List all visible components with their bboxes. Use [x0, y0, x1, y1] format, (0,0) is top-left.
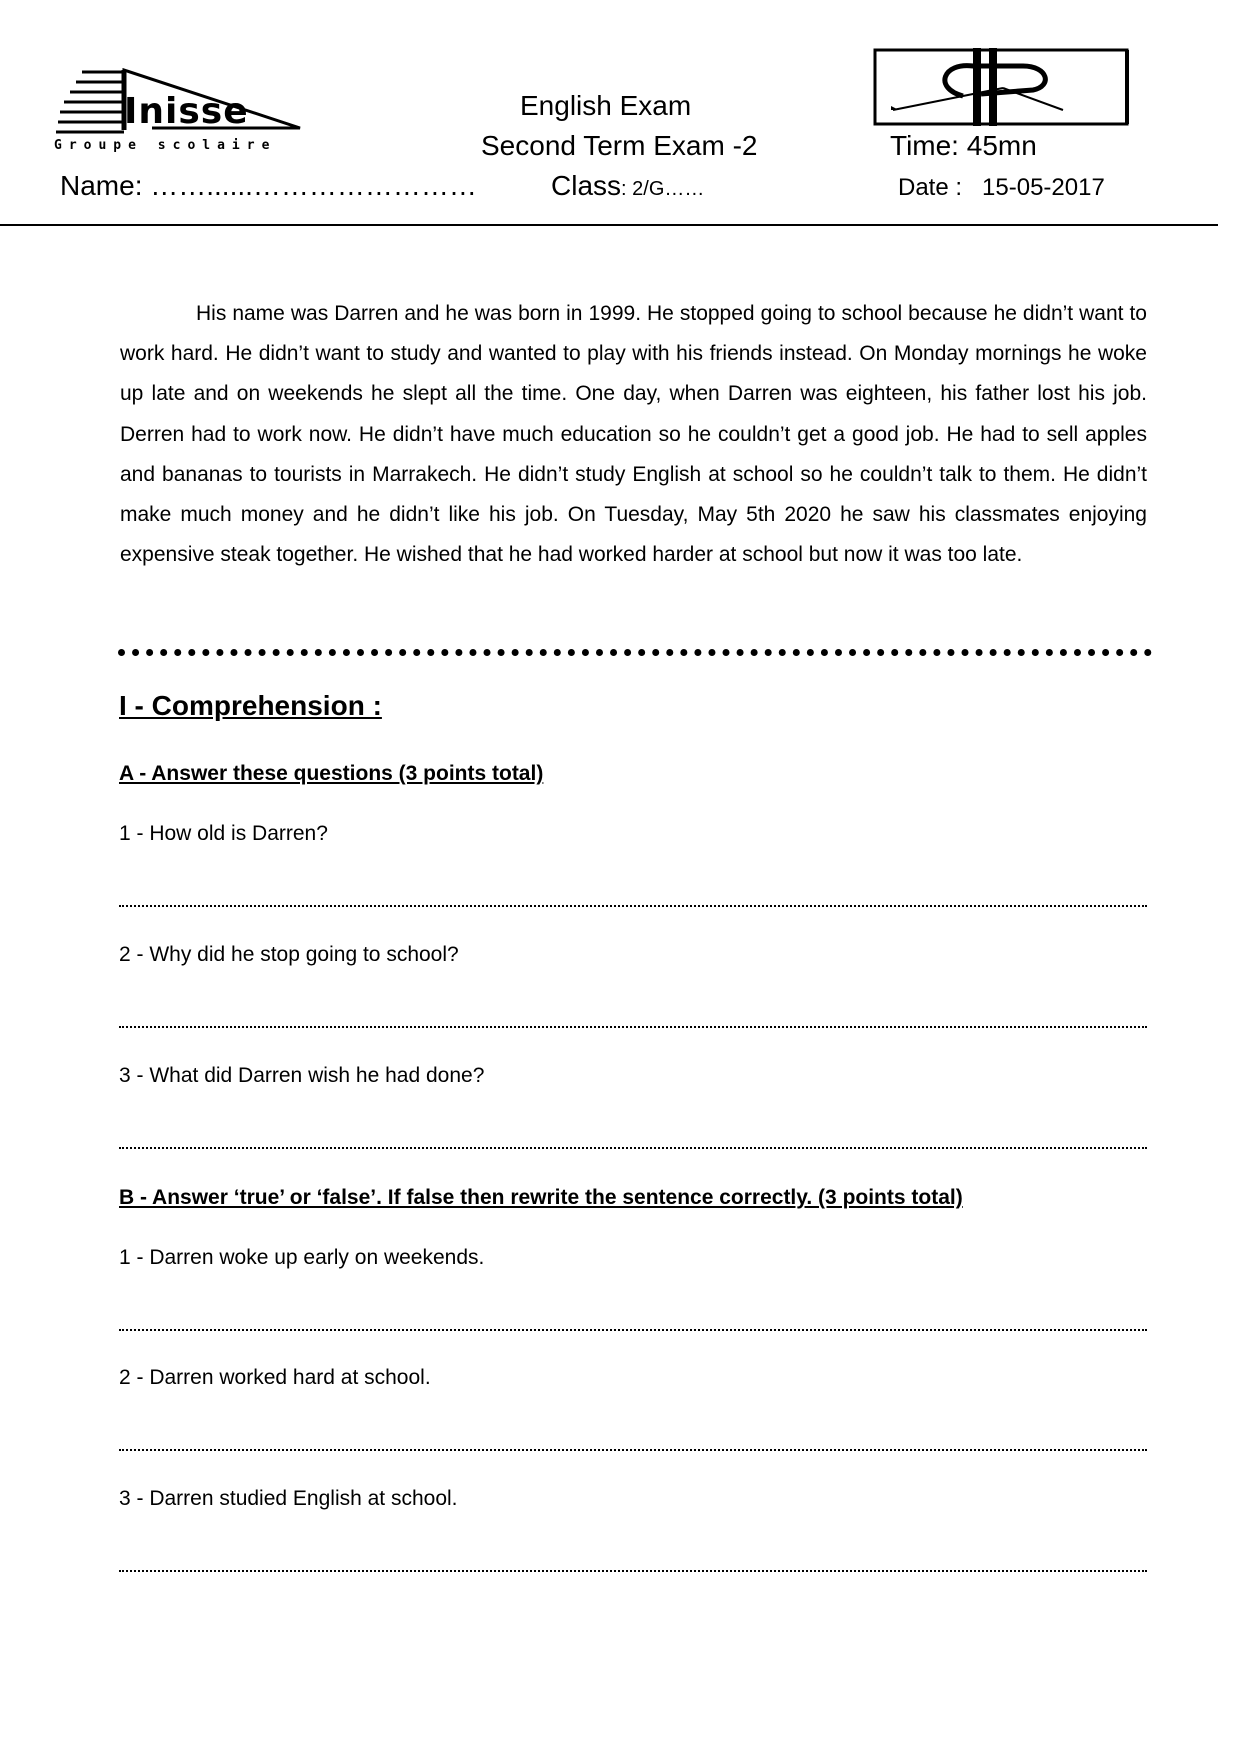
- part-a-question-3: 3 - What did Darren wish he had done?: [119, 1064, 485, 1087]
- part-a-answer-1[interactable]: [119, 905, 1147, 907]
- logo-brand-text: Inisse: [124, 91, 249, 132]
- part-b-title: B - Answer ‘true’ or ‘false’. If false then rewrite the sentence correctly. (3 points total): [119, 1186, 963, 1209]
- part-a-answer-2[interactable]: [119, 1026, 1147, 1028]
- class-group: /G……: [643, 178, 705, 200]
- header-divider: [0, 224, 1218, 226]
- exam-subtitle: Second Term Exam -2: [481, 130, 758, 161]
- part-b-answer-1[interactable]: [119, 1329, 1147, 1331]
- class-field[interactable]: [551, 170, 704, 202]
- part-a-answer-3[interactable]: [119, 1147, 1147, 1149]
- student-name-field[interactable]: Name: ……......……………………: [60, 170, 477, 201]
- part-b-question-1: 1 - Darren woke up early on weekends.: [119, 1246, 485, 1269]
- class-label: Class: [551, 170, 622, 201]
- part-b-question-2: 2 - Darren worked hard at school.: [119, 1366, 431, 1389]
- reading-passage: His name was Darren and he was born in 1999. He stopped going to school because he didn’t want to work hard. He didn’t want to study and wanted to play with his friends instead. On Monday mornings he woke up late and on weekends he slept all the time. One day, when Darren was eighteen, his father lost his job. Derren had to work now. He didn’t have much education so he couldn’t get a good job. He had to sell apples and bananas to tourists in Marrakech. He didn’t study English at school so he couldn’t talk to them. He didn’t make much money and he didn’t like his job. On Tuesday, May 5th 2020 he saw his classmates enjoying expensive steak together. He wished that he had worked harder at school but now it was too late.: [120, 302, 1147, 567]
- part-a-question-2: 2 - Why did he stop going to school?: [119, 943, 459, 966]
- part-b-question-3: 3 - Darren studied English at school.: [119, 1487, 458, 1510]
- part-b-answer-2[interactable]: [119, 1449, 1147, 1451]
- date-label: Date :: [898, 174, 963, 201]
- class-value: : 2: [621, 178, 644, 200]
- date-value: 15-05-2017: [982, 174, 1105, 201]
- part-a-question-1: 1 - How old is Darren?: [119, 822, 328, 845]
- school-emblem: [873, 48, 1129, 126]
- part-b-answer-3[interactable]: [119, 1570, 1147, 1572]
- part-a-title: A - Answer these questions (3 points total): [119, 762, 544, 785]
- exam-time: Time: 45mn: [890, 130, 1037, 161]
- school-logo: [52, 68, 352, 164]
- logo-tagline: Groupe scolaire: [54, 138, 277, 153]
- comprehension-title: I - Comprehension :: [119, 690, 382, 721]
- section-divider: [118, 649, 1152, 656]
- exam-title: English Exam: [520, 90, 692, 121]
- exam-date: [898, 174, 1105, 202]
